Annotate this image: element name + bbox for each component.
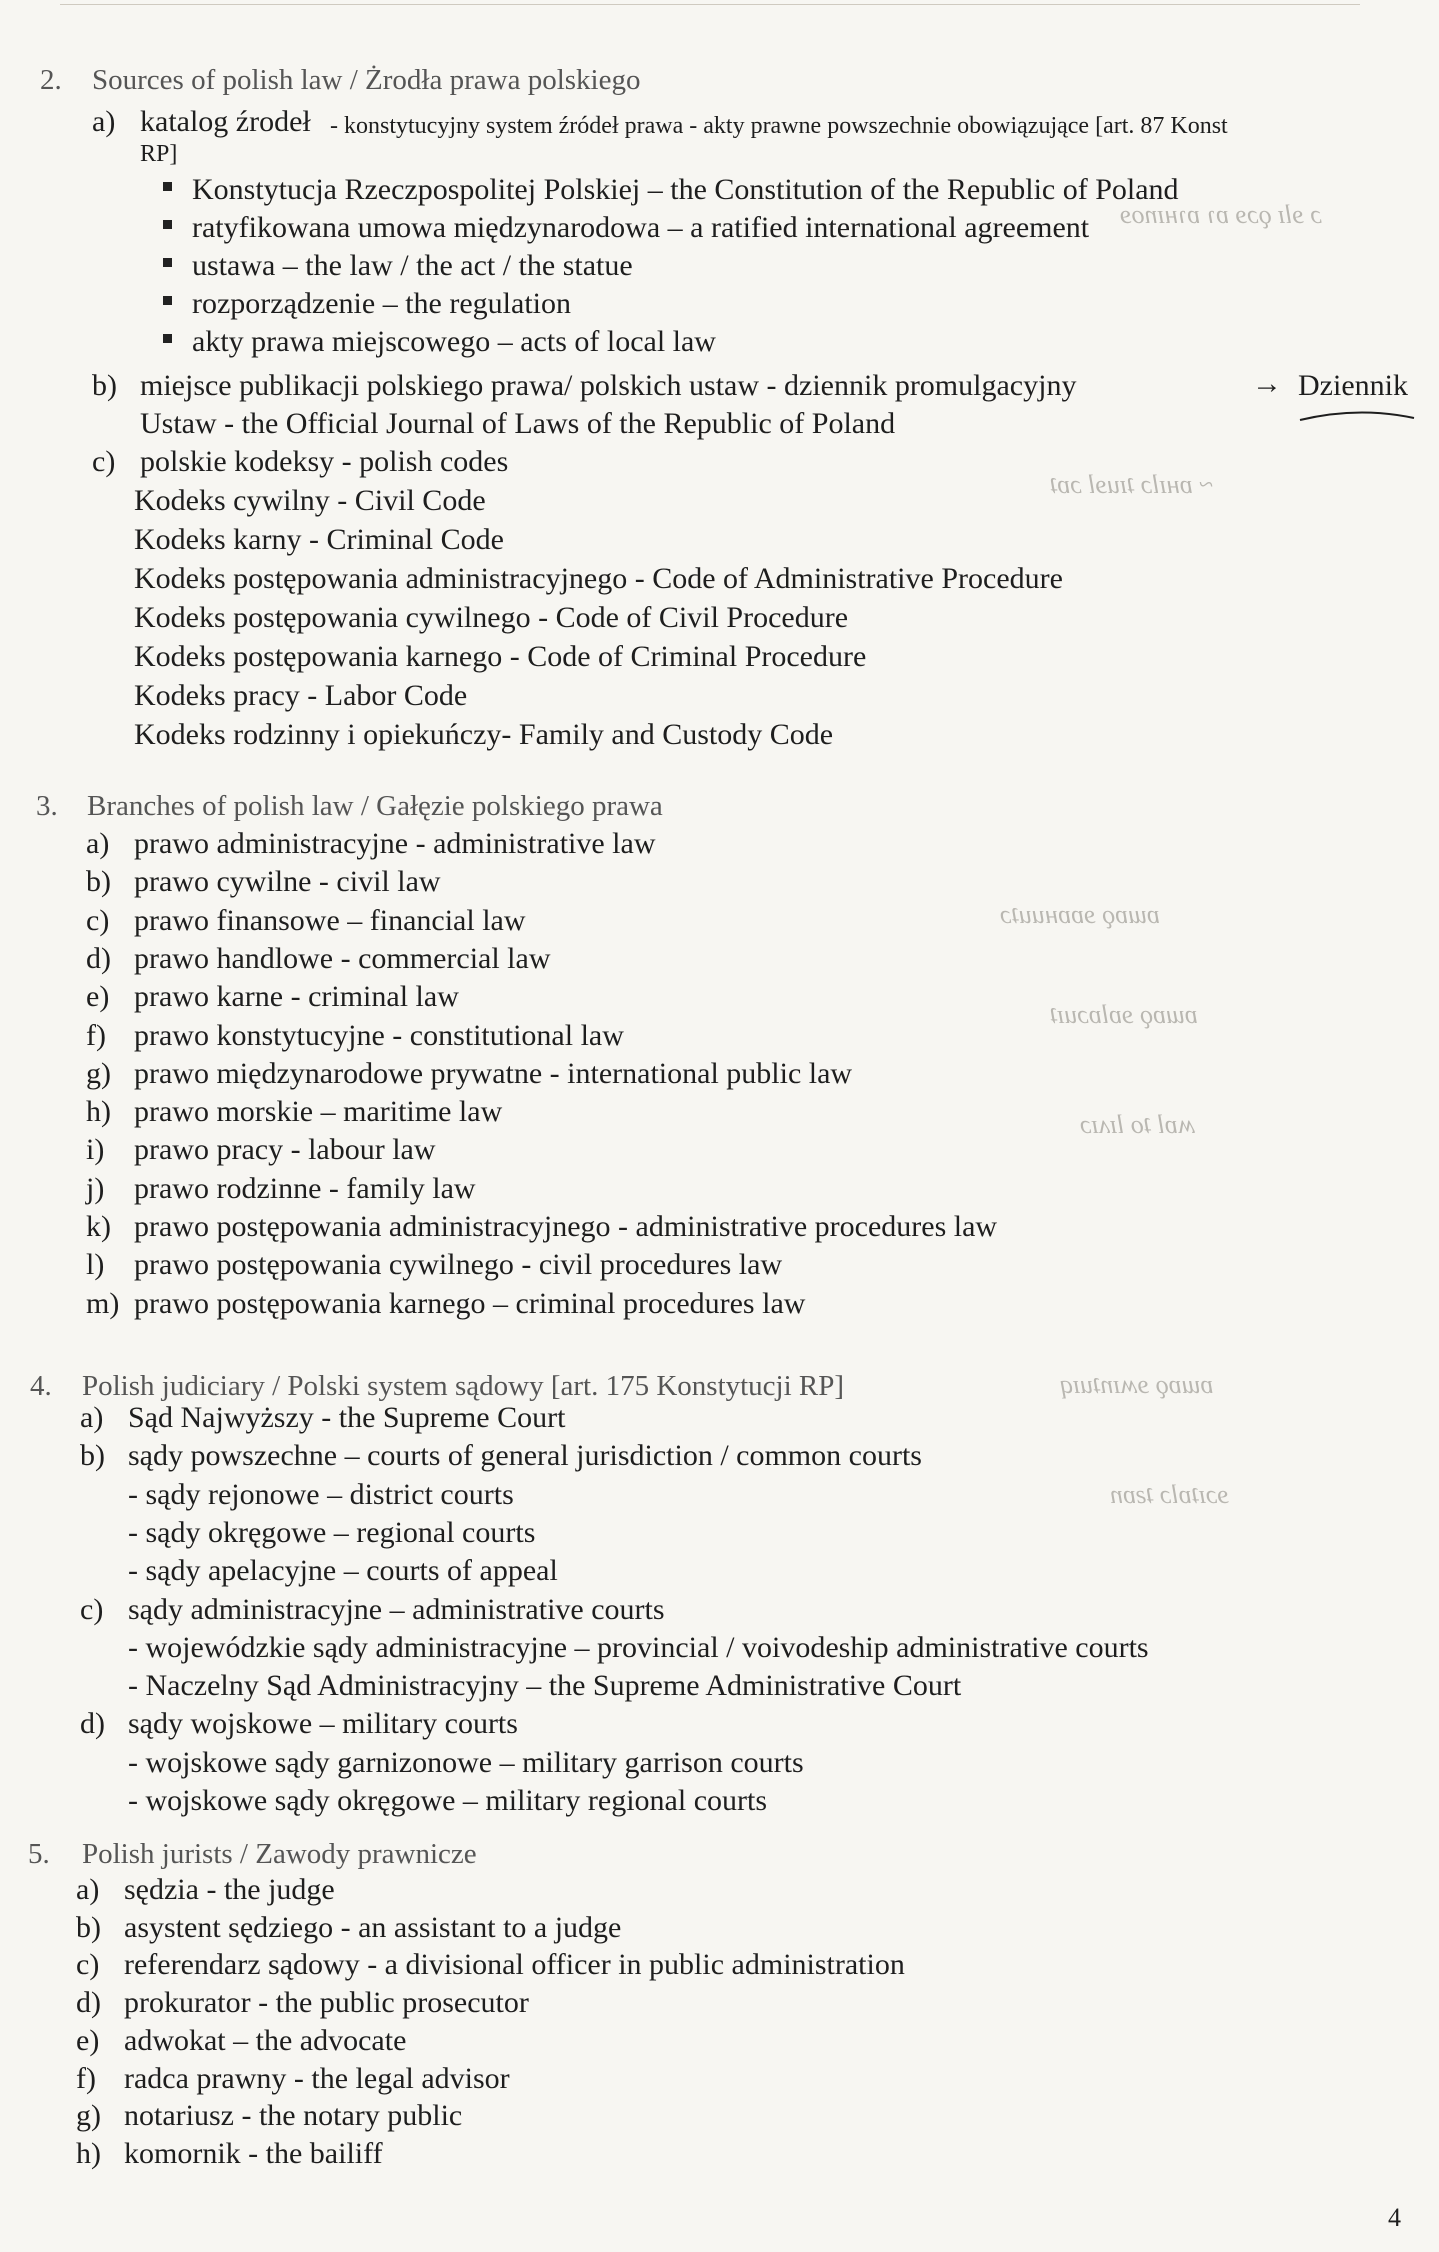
item-marker: a)	[86, 827, 110, 860]
arrow-icon: →	[1252, 367, 1282, 400]
list-item: Kodeks rodzinny i opiekuńczy- Family and Custody Code	[134, 718, 834, 751]
item-text: miejsce publikacji polskiego prawa/ polskich ustaw - dziennik promulgacyjny	[140, 369, 1077, 402]
item-marker: a)	[76, 1873, 100, 1906]
section-title: Polish judiciary / Polski system sądowy [art. 175 Konstytucji RP]	[82, 1370, 845, 1402]
list-item: - sądy okręgowe – regional courts	[128, 1515, 536, 1549]
list-item: prawo handlowe - commercial law	[134, 941, 551, 975]
item-marker: j)	[86, 1171, 105, 1205]
item-marker: c)	[76, 1948, 100, 1982]
item-marker: h)	[76, 2136, 101, 2170]
list-item: - wojskowe sądy garnizonowe – military garrison courts	[128, 1745, 804, 1779]
list-item: prawo postępowania cywilnego - civil procedures law	[134, 1248, 783, 1282]
list-item: - wojskowe sądy okręgowe – military regional courts	[128, 1784, 768, 1817]
list-item: - sądy apelacyjne – courts of appeal	[128, 1554, 558, 1588]
item-marker: c)	[86, 903, 110, 937]
list-item: Kodeks pracy - Labor Code	[134, 679, 468, 712]
item-marker: b)	[76, 1910, 101, 1944]
list-item: radca prawny - the legal advisor	[124, 2061, 510, 2095]
item-title: polskie kodeksy - polish codes	[140, 445, 509, 478]
item-text: RP]	[140, 141, 178, 167]
list-item: Konstytucja Rzeczpospolitej Polskiej – the Constitution of the Republic of Poland	[192, 173, 1179, 206]
list-item: - Naczelny Sąd Administracyjny – the Supreme Administrative Court	[128, 1669, 962, 1703]
list-item: akty prawa miejscowego – acts of local law	[192, 325, 716, 358]
section-title: Polish jurists / Zawody prawnicze	[82, 1838, 477, 1870]
section-number: 3.	[36, 790, 58, 822]
item-marker: c)	[92, 445, 116, 478]
bleed-through-text: ɒɯɒǫ ɘɒɒʜuuʇɔ	[1000, 900, 1160, 929]
list-item: prawo pracy - labour law	[134, 1133, 436, 1167]
list-item: Sąd Najwyższy - the Supreme Court	[128, 1401, 566, 1434]
bleed-through-text: ʍɒl ʇo lɪʌɪɔ	[1080, 1110, 1196, 1139]
bullet-mark	[163, 296, 172, 305]
item-marker: m)	[86, 1286, 120, 1320]
item-marker: d)	[76, 1986, 101, 2020]
bullet-mark	[163, 220, 172, 229]
item-marker: d)	[80, 1707, 105, 1741]
list-item: ustawa – the law / the act / the statue	[192, 249, 633, 282]
list-item: rozporządzenie – the regulation	[192, 287, 571, 320]
item-marker: k)	[86, 1210, 111, 1243]
item-marker: b)	[80, 1439, 105, 1473]
list-item: prawo rodzinne - family law	[134, 1171, 476, 1205]
list-item: prawo postępowania administracyjnego - administrative procedures law	[134, 1210, 998, 1243]
item-marker: a)	[92, 105, 116, 138]
page-number: 4	[1388, 2203, 1401, 2232]
bleed-through-text: ~ ɒʜɪlɔ ʇɪuɘl ɔɒʇ	[1050, 470, 1214, 499]
item-marker: d)	[86, 941, 111, 975]
top-rule	[60, 4, 1360, 5]
bullet-mark	[163, 182, 172, 191]
handwritten-underline	[1298, 404, 1418, 426]
section-number: 5.	[28, 1838, 50, 1870]
item-marker: e)	[86, 980, 110, 1014]
item-marker: f)	[76, 2061, 96, 2095]
item-marker: f)	[86, 1018, 106, 1052]
item-title: katalog źrodeł	[140, 105, 311, 138]
item-text: Ustaw - the Official Journal of Laws of the Republic of Poland	[140, 407, 896, 440]
list-item: komornik - the bailiff	[124, 2136, 383, 2170]
section-title: Sources of polish law / Żrodła prawa polskiego	[92, 64, 641, 96]
list-item: prawo cywilne - civil law	[134, 865, 441, 899]
item-marker: g)	[86, 1056, 111, 1090]
bullet-mark	[163, 258, 172, 267]
list-item: prokurator - the public prosecutor	[124, 1986, 529, 2020]
list-item: prawo finansowe – financial law	[134, 903, 526, 937]
section-title: Branches of polish law / Gałęzie polskiego prawa	[87, 790, 663, 822]
bleed-through-text: ɒɯɒǫ ɘɒlɒɔuɪʇ	[1050, 1000, 1198, 1029]
list-item: Kodeks postępowania administracyjnego - Code of Administrative Procedure	[134, 562, 1063, 595]
list-item: - wojewódzkie sądy administracyjne – provincial / voivodeship administrative courts	[128, 1630, 1149, 1664]
item-marker: i)	[86, 1133, 105, 1167]
list-item: notariusz - the notary public	[124, 2099, 463, 2133]
list-item: Kodeks postępowania karnego - Code of Criminal Procedure	[134, 640, 867, 673]
bleed-through-text: ɘɔɪʇɒlɔ ʇƨɒn	[1110, 1480, 1229, 1509]
bullet-mark	[163, 334, 172, 343]
list-item: Kodeks cywilny - Civil Code	[134, 484, 486, 517]
list-item: sądy administracyjne – administrative courts	[128, 1592, 665, 1626]
list-item: sądy wojskowe – military courts	[128, 1707, 518, 1741]
section-number: 4.	[30, 1370, 52, 1402]
section-number: 2.	[40, 64, 62, 96]
item-marker: a)	[80, 1401, 104, 1434]
list-item: Kodeks karny - Criminal Code	[134, 523, 504, 556]
item-marker: h)	[86, 1095, 111, 1129]
list-item: prawo konstytucyjne - constitutional law	[134, 1018, 624, 1052]
list-item: prawo morskie – maritime law	[134, 1095, 503, 1129]
list-item: adwokat – the advocate	[124, 2023, 407, 2057]
item-marker: e)	[76, 2023, 100, 2057]
item-marker: b)	[86, 865, 111, 899]
item-text: - konstytucyjny system źródeł prawa - akty prawne powszechnie obowiązujące [art. 87 Konst	[330, 113, 1228, 139]
list-item: asystent sędziego - an assistant to a judge	[124, 1910, 622, 1944]
item-marker: g)	[76, 2099, 101, 2133]
list-item: prawo postępowania karnego – criminal procedures law	[134, 1286, 806, 1320]
list-item: ratyfikowana umowa międzynarodowa – a ratified international agreement	[192, 211, 1090, 244]
bleed-through-text: ɒɯɒǫ ɘʍɪnʇuɪq	[1060, 1370, 1214, 1399]
handwritten-underlined-word: Dziennik	[1298, 369, 1408, 402]
list-item: sędzia - the judge	[124, 1873, 335, 1906]
list-item: prawo administracyjne - administrative law	[134, 827, 656, 860]
item-marker: l)	[86, 1248, 105, 1282]
list-item: - sądy rejonowe – district courts	[128, 1477, 514, 1511]
item-marker: c)	[80, 1592, 104, 1626]
item-marker: b)	[92, 369, 117, 402]
list-item: prawo karne - criminal law	[134, 980, 459, 1014]
list-item: referendarz sądowy - a divisional officer in public administration	[124, 1948, 905, 1982]
list-item: prawo międzynarodowe prywatne - international public law	[134, 1056, 853, 1090]
list-item: sądy powszechne – courts of general jurisdiction / common courts	[128, 1439, 922, 1473]
list-item: Kodeks postępowania cywilnego - Code of Civil Procedure	[134, 601, 849, 634]
bleed-through-text: ɔ ɘlɪ ǫɔɘ ɒɿ ɒɿʜɪnoɘ	[1120, 200, 1322, 229]
